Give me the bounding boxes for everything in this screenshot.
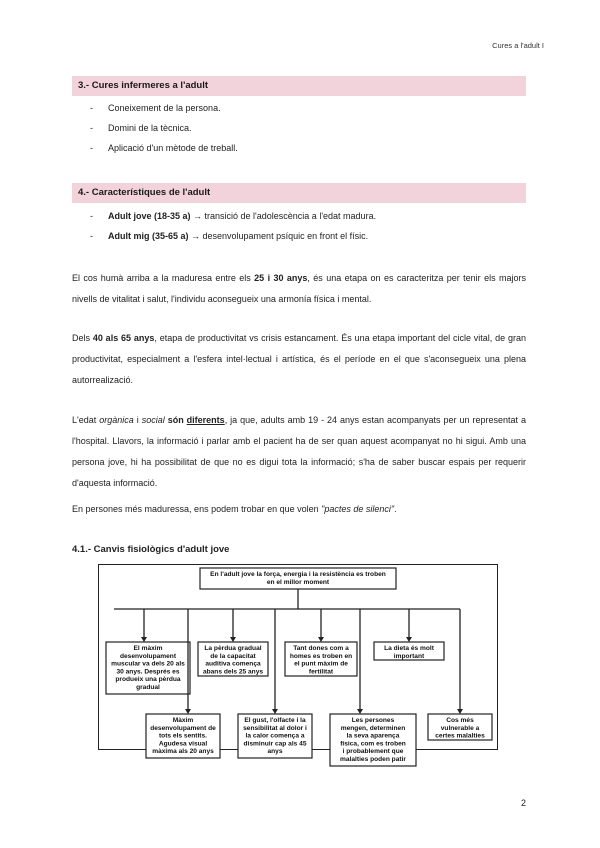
text: , és una etapa on es caracteritza per tenir els majors nivells de vitalitat i salut, l'individu aconsegueix una armonía física i mental. (72, 273, 526, 304)
paragraph-1 (72, 268, 526, 310)
italic-text: "pactes de silenci" (321, 504, 395, 514)
lower-box-1-text: Màxim (172, 717, 194, 724)
lower-box-2-text: El gust, l'olfacte i la (244, 717, 306, 724)
upper-box-2-text: abans dels 25 anys (202, 668, 264, 676)
page-number: 2 (520, 798, 526, 808)
bold-text: 25 i 30 anys (254, 273, 308, 283)
underlined-text: diferents (186, 415, 225, 425)
upper-box-3-text: el punt màxim de (294, 660, 348, 668)
root-box-text: en el millor moment (266, 578, 330, 586)
upper-box-2-text: auditiva comença (205, 660, 261, 668)
text: , ja que, adults amb 19 - 24 anys estan acompanyats per un representat a l'hospital. Llavors, la informació i parlar amb el pacient ha de ser quan aquest acompanyat no hi sigui. Amb una persona jove, hi ha possibilitat de que no es digui tota la informació; s'ha de saber buscar espais per requerir d'aquesta informació. (72, 415, 526, 488)
lower-box-3-text: física, com es troben (340, 740, 406, 748)
list-item-bold: Adult mig (35-65 a) (108, 231, 189, 241)
upper-box-3-text: fertilitat (308, 668, 334, 676)
upper-box-1-text: produeix una pèrdua (115, 676, 181, 684)
list-item-text: → desenvolupament psíquic en front el físic. (188, 231, 369, 241)
list-item-text: → transició de l'adolescència a l'edat madura. (190, 211, 377, 221)
lower-box-3-text: la seva aparença (346, 732, 400, 740)
upper-box-4-text: La dieta és molt (384, 645, 434, 652)
lower-box-3-text: Les persones (351, 717, 395, 724)
upper-box-1-text: muscular va dels 20 als (111, 660, 185, 668)
list-item: - Coneixement de la persona. (90, 103, 238, 123)
lower-box-3-text: i probablement que (342, 748, 404, 756)
lower-box-3-text: mengen, determinen (340, 724, 406, 732)
italic-text: orgànica (99, 415, 134, 425)
text: , etapa de productivitat vs crisis estancament. És una etapa important del cicle vital, de gran productivitat, especialment a l'esfera intel·lectual i artística, és el període en el que s'aconsegueix una plena autorrealizació. (72, 333, 526, 385)
header-title: Cures a l'adult I (492, 41, 544, 50)
upper-box-1-text: gradual (136, 684, 160, 691)
lower-box-2-text: anys (267, 748, 283, 756)
lower-box-1-text: Agudesa visual (158, 740, 208, 748)
subsection-heading: 4.1.- Canvis fisiològics d'adult jove (72, 544, 230, 555)
text: . (394, 504, 397, 514)
upper-box-2-text: La pèrdua gradual (204, 645, 262, 652)
lower-box-2-text: disminuir cap als 45 (243, 740, 307, 748)
lower-box-1-text: tots els sentits. (158, 732, 208, 740)
list-item-bold: Adult jove (18-35 a) (108, 211, 191, 221)
lower-box-4-text: Cos més (446, 717, 474, 724)
text: L'edat (72, 415, 100, 425)
lower-box-4-text: vulnerable a (440, 724, 480, 732)
root-box-text: En l'adult jove la força, energia i la resistència es troben (210, 571, 386, 578)
lower-box-3-text: malalties poden patir (340, 756, 406, 763)
upper-box-1-text: El màxim (133, 645, 163, 652)
lower-box-4-text: certes malalties (435, 732, 485, 740)
list-item: - Domini de la tècnica. (90, 123, 238, 143)
paragraph-2 (72, 328, 526, 391)
lower-box-2-text: sensibilitat al dolor i (243, 724, 307, 732)
upper-box-1-text: desenvolupament (119, 652, 177, 660)
upper-box-3-text: Tant dones com a (293, 645, 349, 652)
section-3-list (90, 103, 238, 163)
list-item (90, 211, 376, 231)
paragraph-4 (72, 499, 526, 520)
italic-text: social (141, 415, 165, 425)
upper-box-4-text: important (393, 652, 425, 660)
upper-box-1-text: 30 anys. Després es (116, 668, 180, 676)
list-item (90, 231, 376, 251)
text: El cos humà arriba a la maduresa entre els (72, 273, 255, 283)
physiological-changes-diagram (98, 564, 498, 763)
list-item: - Aplicació d'un mètode de treball. (90, 143, 238, 163)
lower-box-2-text: la calor comença a (245, 732, 305, 740)
upper-box-2-text: de la capacitat (210, 652, 256, 660)
bold-text: 40 als 65 anys (92, 333, 155, 343)
paragraph-3 (72, 410, 526, 494)
section-3-heading: 3.- Cures infermeres a l'adult (72, 76, 526, 96)
upper-box-3-text: homes es troben en (289, 652, 353, 660)
lower-box-1-text: desenvolupament de (150, 724, 216, 732)
section-4-heading: 4.- Característiques de l'adult (72, 183, 526, 203)
text: En persones més maduressa, ens podem trobar en que volen (72, 504, 322, 514)
section-4-list (90, 211, 376, 251)
bold-text: són (164, 415, 187, 425)
text: Dels (72, 333, 93, 343)
lower-box-1-text: màxima als 20 anys (152, 748, 214, 756)
text: i (133, 415, 142, 425)
